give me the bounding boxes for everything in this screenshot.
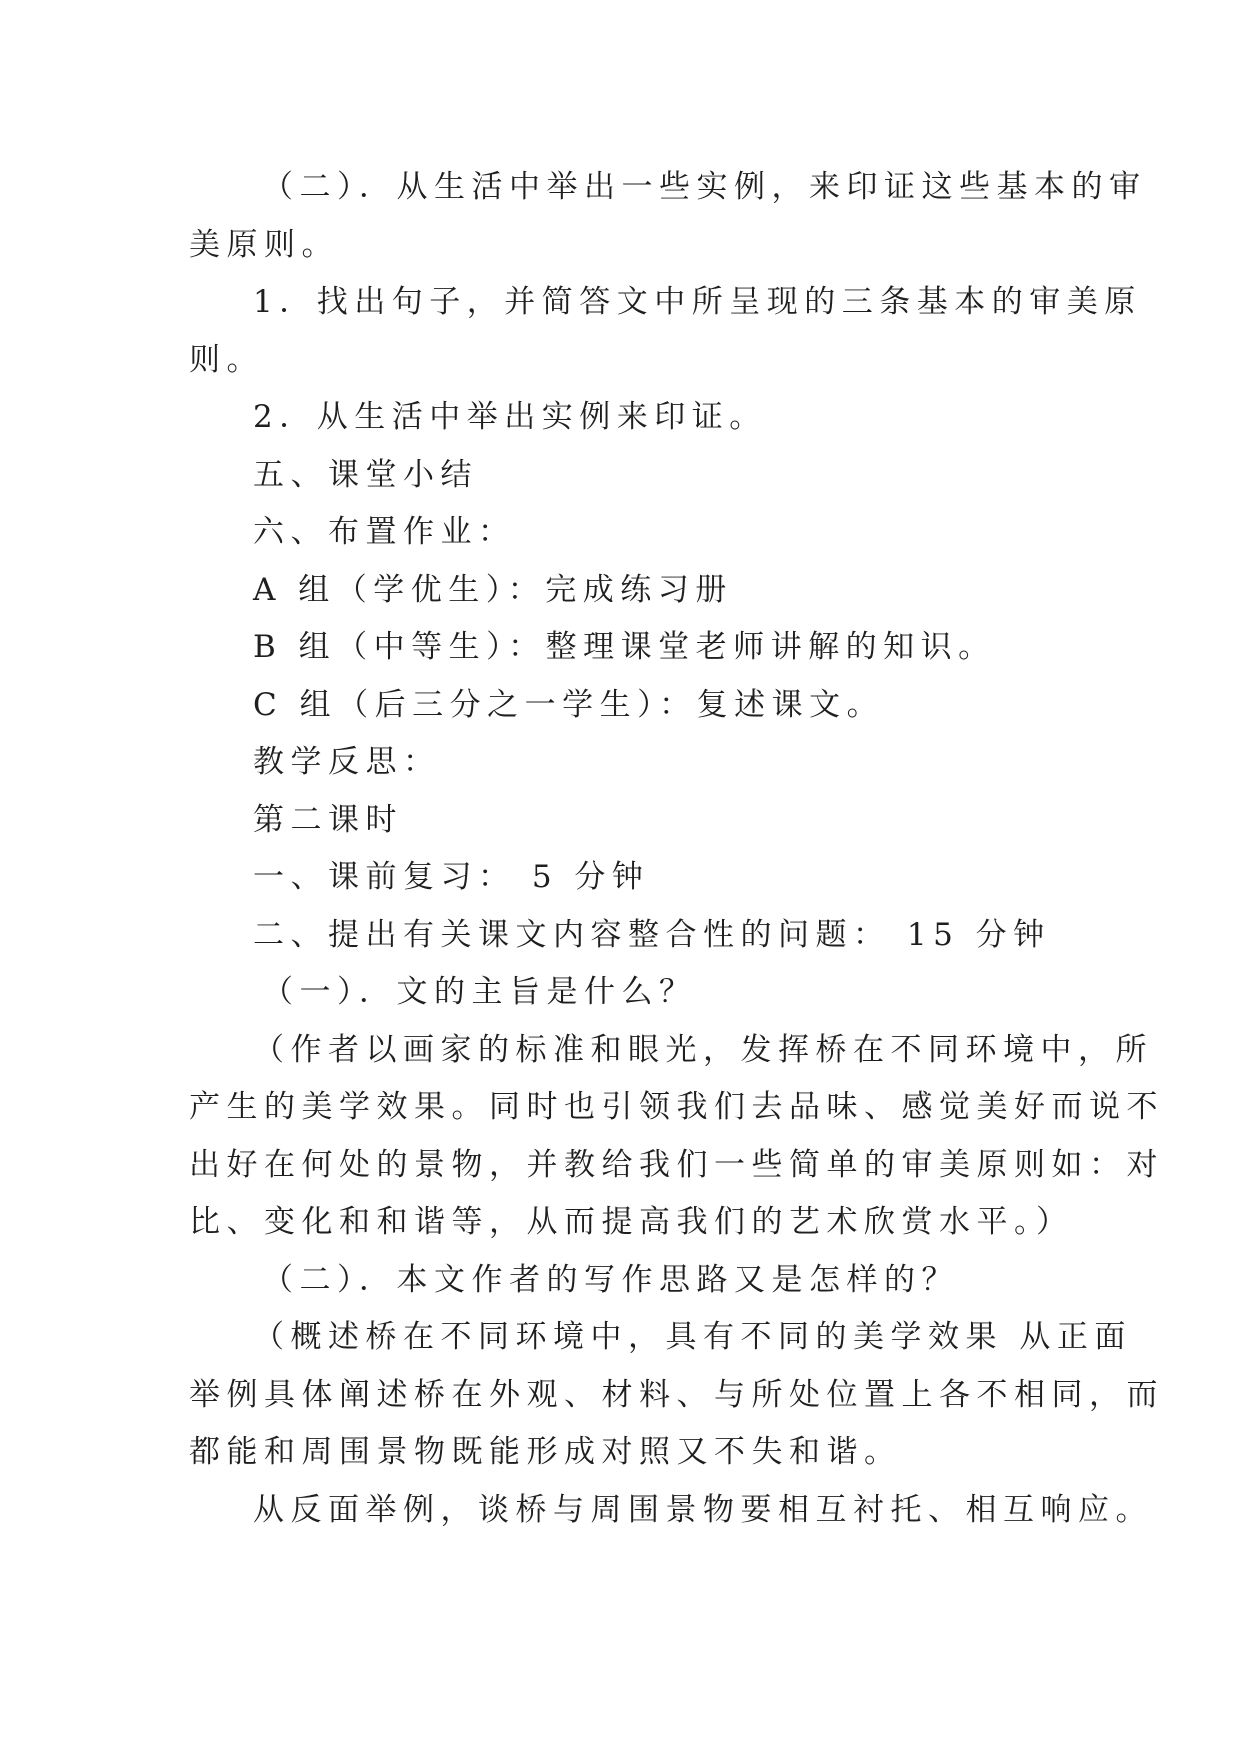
text-line: 第二课时 (253, 802, 403, 838)
text-line: 从反面举例，谈桥与周围景物要相互衬托、相互响应。 (253, 1492, 1153, 1528)
text-line: 一、课前复习： 5 分钟 (253, 859, 650, 895)
text-line: 五、课堂小结 (253, 457, 478, 493)
text-line: 则。 (189, 342, 264, 378)
text-line: 教学反思： (253, 744, 441, 780)
text-line: 都能和周围景物既能形成对照又不失和谐。 (189, 1434, 902, 1470)
text-line: 1．找出句子，并简答文中所呈现的三条基本的审美原 (253, 284, 1142, 320)
text-line: （作者以画家的标准和眼光，发挥桥在不同环境中，所 (253, 1032, 1153, 1068)
text-line: 二、提出有关课文内容整合性的问题： 15 分钟 (253, 917, 1051, 953)
text-line: （一）．文的主旨是什么？ (262, 974, 697, 1010)
text-line: 2．从生活中举出实例来印证。 (253, 399, 767, 435)
text-line: 产生的美学效果。同时也引领我们去品味、感觉美好而说不 (189, 1089, 1164, 1125)
text-line: 六、布置作业： (253, 514, 516, 550)
text-line: 举例具体阐述桥在外观、材料、与所处位置上各不相同，而 (189, 1377, 1164, 1413)
text-line: （二）．从生活中举出一些实例，来印证这些基本的审 (262, 169, 1147, 205)
text-line: 出好在何处的景物，并教给我们一些简单的审美原则如：对 (189, 1147, 1164, 1183)
text-line: 美原则。 (189, 227, 339, 263)
text-line: A 组（学优生）：完成练习册 (253, 572, 733, 608)
text-line: C 组（后三分之一学生）：复述课文。 (253, 687, 885, 723)
text-line: （概述桥在不同环境中，具有不同的美学效果 从正面 (253, 1319, 1132, 1355)
text-line: B 组（中等生）：整理课堂老师讲解的知识。 (253, 629, 996, 665)
text-line: （二）．本文作者的写作思路又是怎样的？ (262, 1262, 959, 1298)
text-line: 比、变化和和谐等，从而提高我们的艺术欣赏水平。） (189, 1204, 1074, 1240)
